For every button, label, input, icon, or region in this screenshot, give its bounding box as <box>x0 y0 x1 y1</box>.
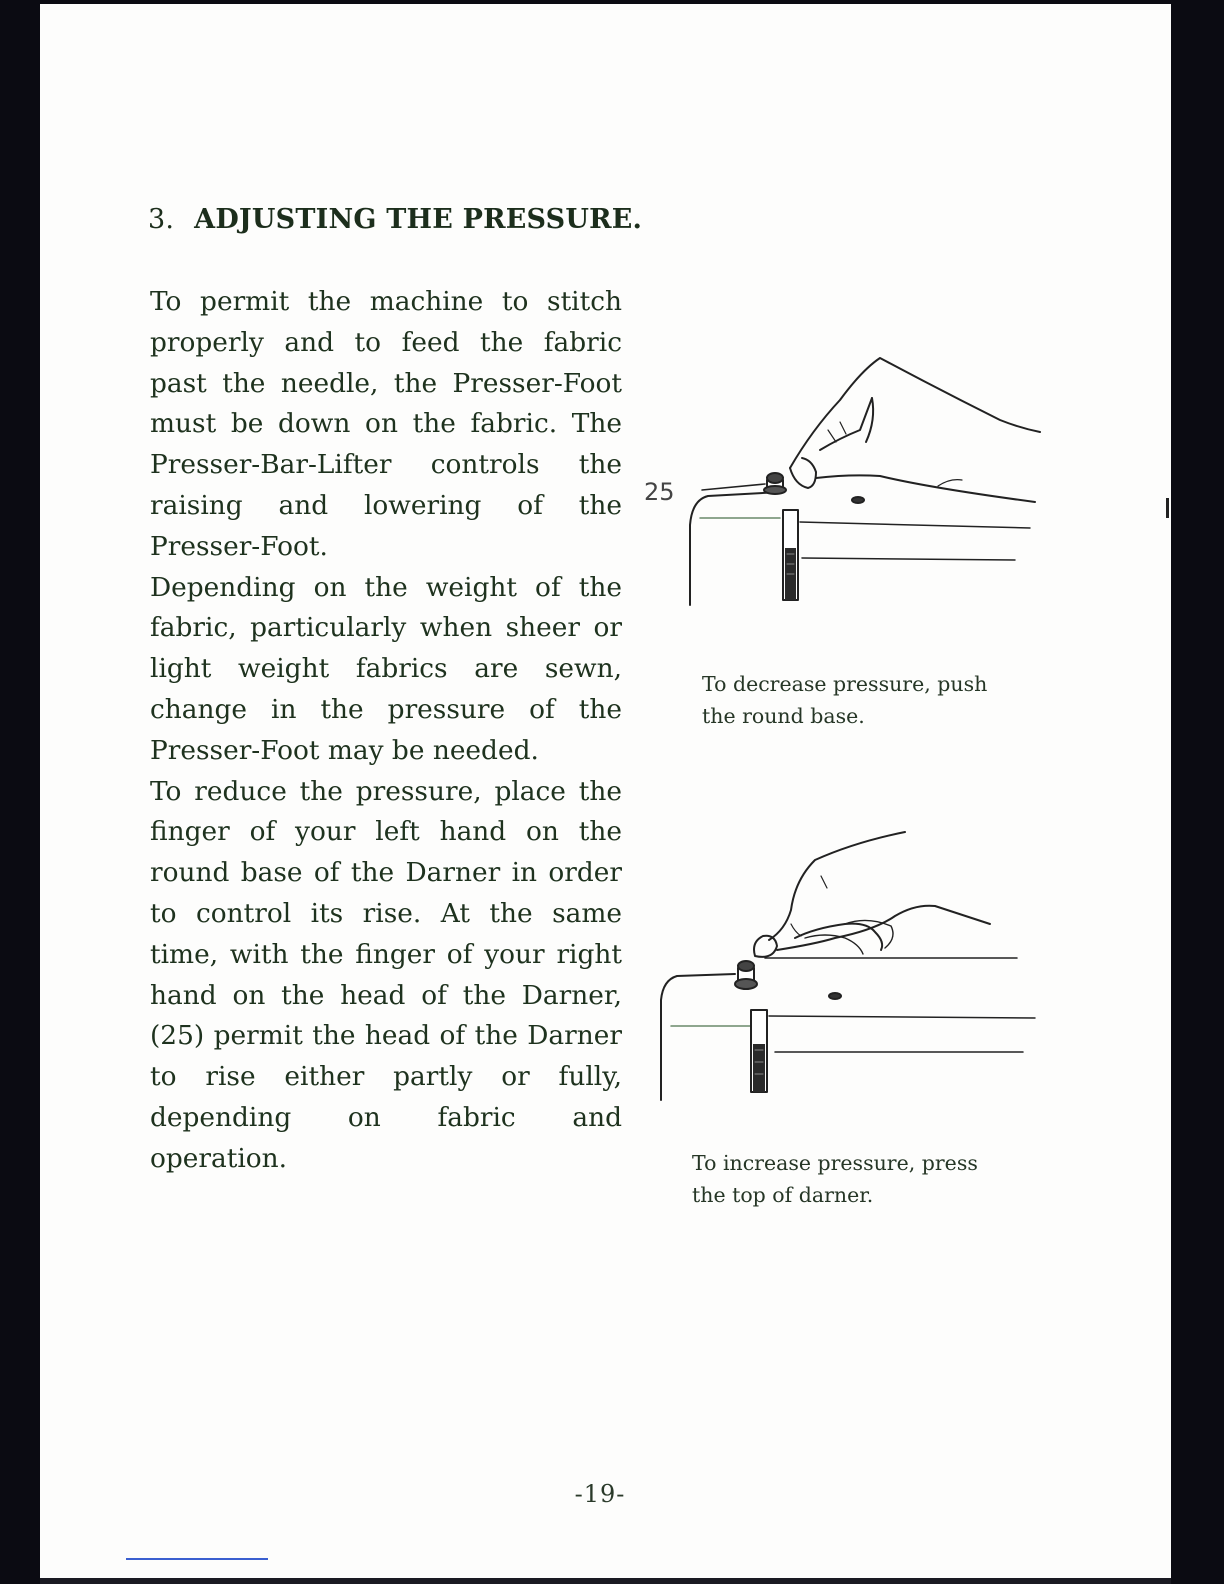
section-title: ADJUSTING THE PRESSURE. <box>194 204 643 235</box>
scan-border-left <box>0 0 40 1584</box>
section-heading <box>148 204 642 235</box>
caption-increase-pressure: To increase pressure, press the top of darner. <box>692 1151 978 1207</box>
paragraph-reduce-pressure: To reduce the pressure, place the finger of your left hand on the round base of the Darner in order to control its rise. At the same time, with the finger of your right hand on the head of the Darner, (25) permit the head of the Darner to rise either partly or fully, depending on fabric and operation. <box>150 775 622 1174</box>
page-number: -19- <box>574 1480 626 1508</box>
scan-border-bottom <box>40 1578 1171 1584</box>
section-number: 3. <box>148 204 175 235</box>
paragraph-presser-foot: To permit the machine to stitch properly and to feed the fabric past the needle, the Presser-Foot must be down on the fabric. The Presser-Bar-Lifter controls the raising and lowering of the Presser-Foot. <box>150 286 622 562</box>
paragraph-fabric-weight: Depending on the weight of the fabric, particularly when sheer or light weight fabrics are sewn, change in the pressure of the Presser-Foot may be needed. <box>150 571 622 766</box>
bottom-link-underline <box>126 1558 268 1560</box>
scan-border-right <box>1171 0 1224 1584</box>
figure-decrease-pressure <box>640 350 1050 620</box>
page-edge-mark <box>1166 498 1169 518</box>
caption-decrease-pressure: To decrease pressure, push the round base. <box>702 672 988 728</box>
callout-25: 25 <box>644 478 675 506</box>
figure-increase-pressure <box>645 820 1045 1120</box>
body-text <box>150 282 622 1180</box>
